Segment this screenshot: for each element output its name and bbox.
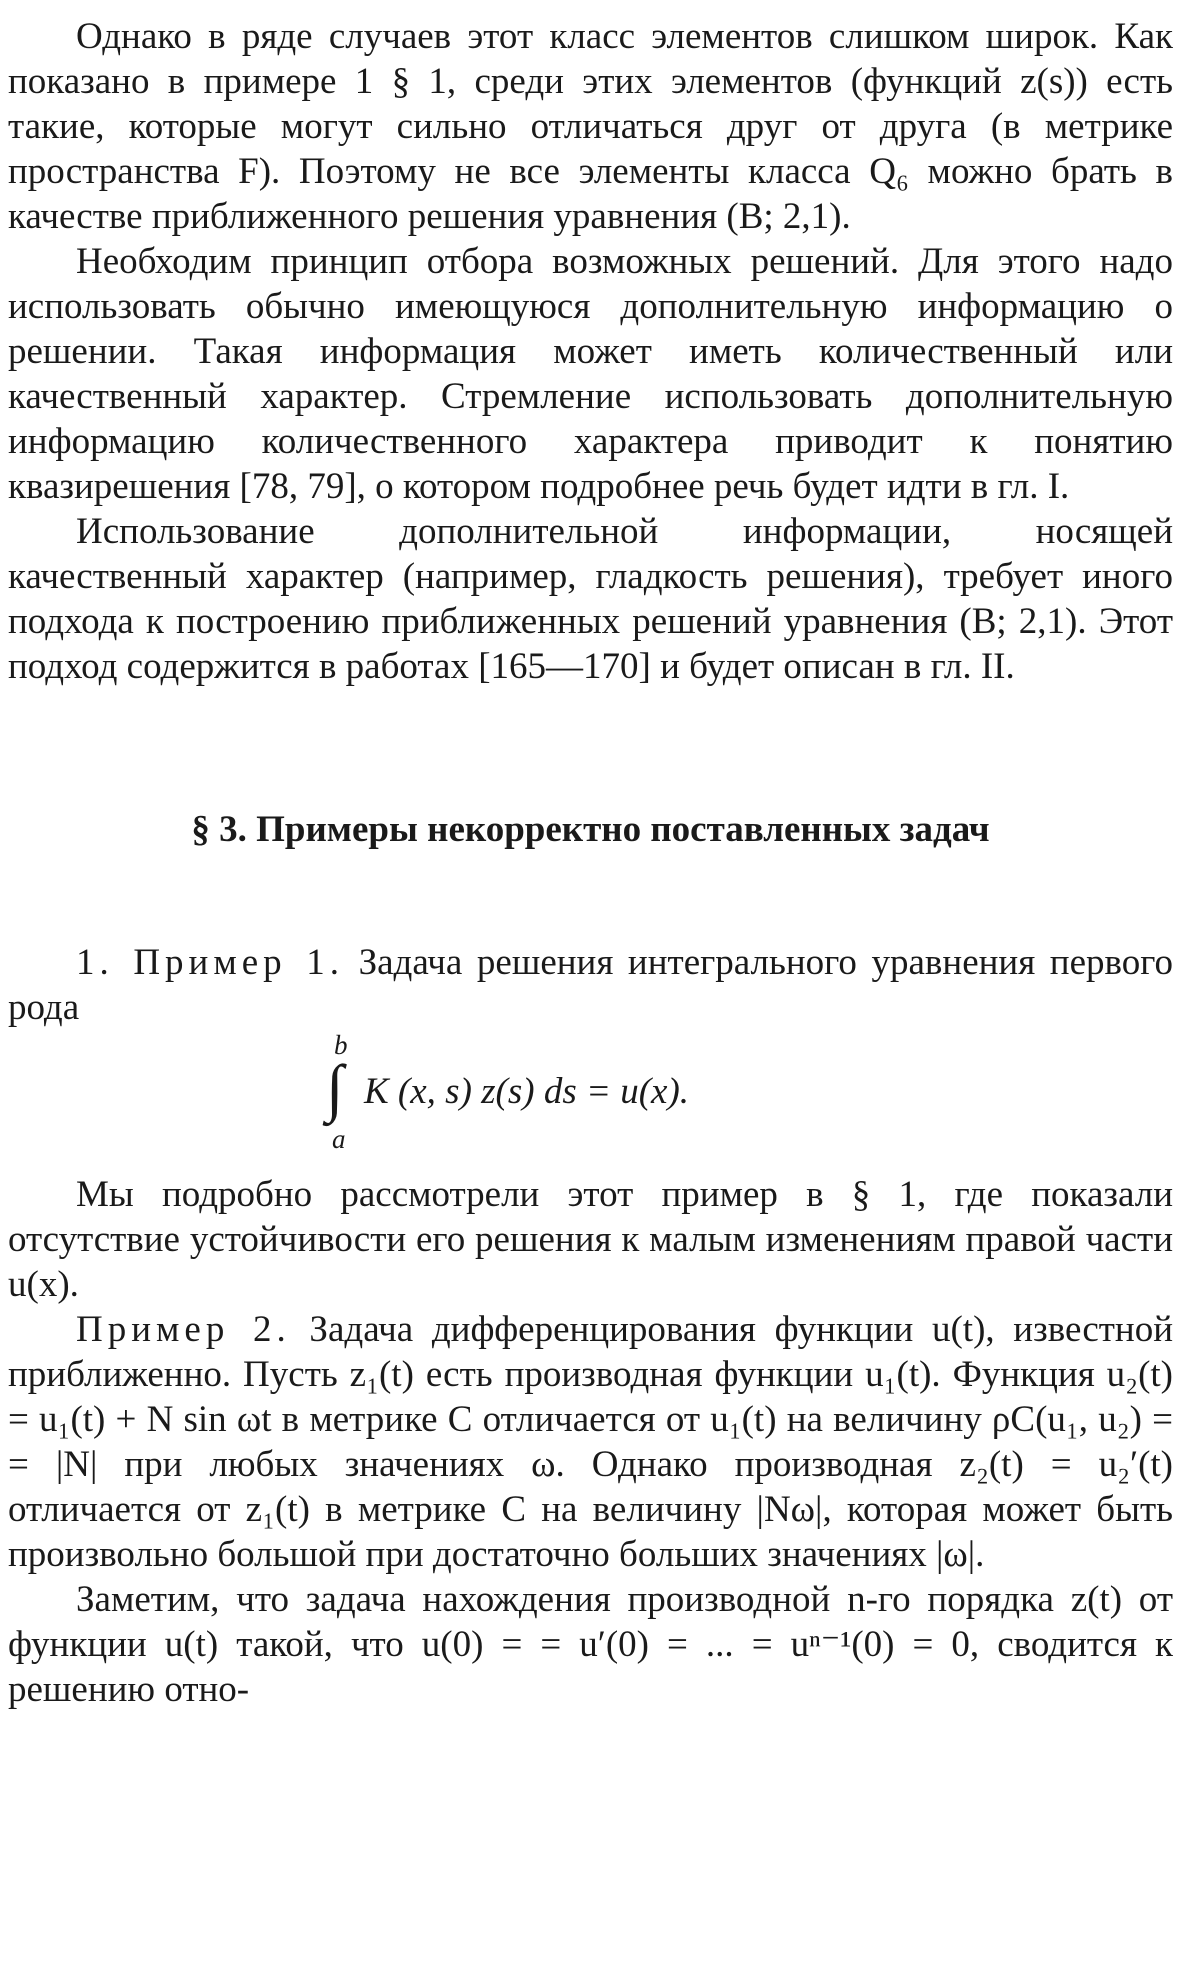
integral-body: K (x, s) z(s) ds = u(x). <box>364 1071 690 1112</box>
example-2-text: Задача дифференцирования функции u(t), известной приближенно. Пусть z₁(t) есть производная функции u₁(t). Функция u₂(t) = u₁(t) + N sin ωt в метрике C отличается от u₁(t) на величину ρC(u₁, u₂) = = |N| при любых значениях ω. Однако производная z₂(t) = u₂′(t) отличается от z₁(t) в метрике C на величину |Nω|, которая может быть произвольно большой при достаточно больших значениях |ω|. <box>8 1309 1174 1575</box>
example-2-paragraph <box>8 1307 1173 1577</box>
example-1-lead: 1. Пример 1. <box>76 942 344 983</box>
book-page <box>8 14 1173 1712</box>
example-2-lead: Пример 2. <box>76 1309 291 1350</box>
paragraph-nth-derivative: Заметим, что задача нахождения производной n-го порядка z(t) от функции u(t) такой, что u(0) = = u′(0) = ... = uⁿ⁻¹(0) = 0, сводится к решению отно- <box>8 1579 1173 1710</box>
integral-upper-limit: b <box>334 1030 348 1060</box>
paragraph-qualitative-info: Использование дополнительной информации, носящей качественный характер (например, гладкость решения), требует иного подхода к построению приближенных решений уравнения (В; 2,1). Этот подход содержится в работах [165—170] и будет описан в гл. II. <box>8 511 1173 687</box>
example-1-text: Задача решения интегрального уравнения первого рода <box>8 942 1174 1028</box>
paragraph-selection-principle: Необходим принцип отбора возможных решений. Для этого надо использовать обычно имеющуюся дополнительную информацию о решении. Такая информация может иметь количественный или качественный характер. Стремление использовать дополнительную информацию количественного характера приводит к понятию квазирешения [78, 79], о котором подробнее речь будет идти в гл. I. <box>8 241 1173 507</box>
integral-sign: ∫ <box>326 1052 344 1123</box>
example-1-paragraph <box>8 940 1173 1030</box>
integral-equation <box>8 1030 1173 1158</box>
paragraph-classes-too-wide: Однако в ряде случаев этот класс элементов слишком широк. Как показано в примере 1 § 1, среди этих элементов (функций z(s)) есть такие, которые могут сильно отличаться друг от друга (в метрике пространства F). Поэтому не все элементы класса Q₆ можно брать в качестве приближенного решения уравнения (В; 2,1). <box>8 16 1173 237</box>
integral-lower-limit: a <box>332 1124 346 1154</box>
paragraph-instability: Мы подробно рассмотрели этот пример в § 1, где показали отсутствие устойчивости его решения к малым изменениям правой части u(x). <box>8 1174 1173 1305</box>
section-title: § 3. Примеры некорректно поставленных задач <box>191 809 990 850</box>
